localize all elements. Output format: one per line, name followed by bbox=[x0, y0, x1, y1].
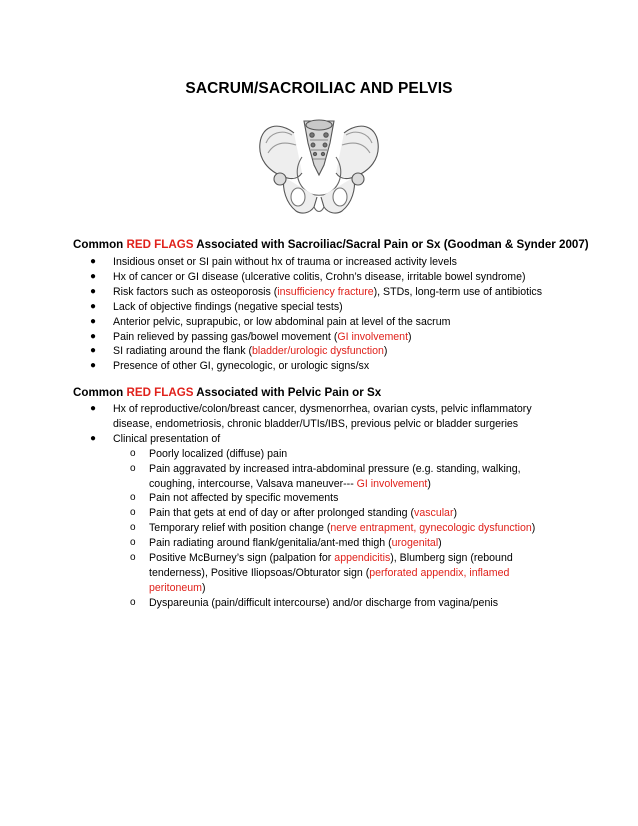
sublist-item-text: ), Blumberg sign (rebound tenderness), Positive Iliopsoas/Obturator sign ( bbox=[149, 552, 513, 579]
red-flag-text: bladder/urologic dysfunction bbox=[251, 345, 384, 358]
list-item bbox=[73, 315, 553, 330]
list-item bbox=[73, 344, 553, 359]
hollow-bullet-icon: o bbox=[130, 507, 136, 519]
list-item bbox=[73, 285, 553, 300]
list-item-text: SI radiating around the flank ( bbox=[113, 345, 252, 358]
hollow-bullet-icon: o bbox=[130, 492, 136, 504]
hollow-bullet-icon: o bbox=[130, 522, 136, 534]
sublist-item bbox=[113, 521, 553, 536]
bullet-icon: ● bbox=[90, 330, 97, 342]
list-item-text: Risk factors such as osteoporosis ( bbox=[113, 285, 278, 298]
list-item-text: Lack of objective findings (negative special tests) bbox=[113, 300, 343, 313]
section2-heading bbox=[73, 386, 381, 399]
sublist-item-text: Pain that gets at end of day or after prolonged standing ( bbox=[149, 507, 415, 520]
list-item-text: Clinical presentation of bbox=[113, 432, 221, 445]
section1-heading-suffix: Associated with Sacroiliac/Sacral Pain or Sx (Goodman & Synder 2007) bbox=[193, 238, 589, 251]
list-item-text: Pain relieved by passing gas/bowel movement ( bbox=[113, 330, 338, 343]
sublist-item-text: Pain not affected by specific movements bbox=[149, 492, 339, 505]
red-flag-text: nerve entrapment, gynecologic dysfunction bbox=[330, 522, 532, 535]
hollow-bullet-icon: o bbox=[130, 537, 136, 549]
list-item-text: ) bbox=[383, 345, 388, 358]
list-item bbox=[73, 270, 553, 285]
sublist-item bbox=[113, 491, 553, 506]
list-item-text: ) bbox=[408, 330, 412, 343]
clinical-presentation-sublist bbox=[113, 447, 553, 611]
sublist-item-text: Poorly localized (diffuse) pain bbox=[149, 447, 288, 460]
bullet-icon: ● bbox=[90, 285, 97, 297]
sublist-item-text: ) bbox=[427, 477, 431, 490]
list-item-text: Insidious onset or SI pain without hx of trauma or increased activity levels bbox=[113, 256, 457, 268]
section1-heading-prefix: Common bbox=[73, 238, 127, 251]
hollow-bullet-icon: o bbox=[130, 462, 136, 474]
list-item bbox=[73, 330, 553, 345]
page-title: SACRUM/SACROILIAC AND PELVIS bbox=[185, 80, 453, 97]
red-flag-text: urogenital bbox=[391, 537, 439, 550]
section2-list bbox=[73, 402, 553, 611]
red-flag-text: insufficiency fracture bbox=[277, 285, 374, 298]
sublist-item-text: Dyspareunia (pain/difficult intercourse) and/or discharge from vagina/penis bbox=[149, 596, 498, 609]
bullet-icon: ● bbox=[90, 270, 97, 282]
bullet-icon: ● bbox=[90, 345, 97, 357]
bullet-icon: ● bbox=[90, 315, 97, 327]
section2-heading-suffix: Associated with Pelvic Pain or Sx bbox=[193, 386, 382, 399]
list-item bbox=[73, 359, 553, 374]
sublist-item-text: ) bbox=[202, 581, 206, 594]
red-flag-text: GI involvement bbox=[356, 477, 428, 490]
list-item-text: Presence of other GI, gynecologic, or urologic signs/sx bbox=[113, 360, 370, 373]
sublist-item bbox=[113, 596, 553, 611]
bullet-icon: ● bbox=[90, 432, 97, 444]
red-flag-text: perforated appendix, inflamed peritoneum bbox=[149, 566, 510, 594]
sublist-item-text: Pain aggravated by increased intra-abdominal pressure (e.g. standing, walking, coughing, intercourse, Valsava maneuver--- bbox=[149, 462, 521, 490]
sublist-item bbox=[113, 506, 553, 521]
list-item-text: ), STDs, long-term use of antibiotics bbox=[373, 285, 543, 298]
list-item bbox=[73, 255, 553, 270]
sublist-item-text: ) bbox=[438, 537, 442, 550]
section2-heading-red-flags: RED FLAGS bbox=[126, 386, 194, 399]
list-item bbox=[73, 402, 553, 432]
sublist-item bbox=[113, 551, 553, 596]
sublist-item-text: ) bbox=[531, 522, 536, 535]
sublist-item bbox=[113, 447, 553, 462]
sublist-item-text: Positive McBurney’s sign (palpation for bbox=[149, 552, 335, 565]
section1-list bbox=[73, 255, 553, 374]
list-item bbox=[73, 432, 553, 611]
section1-heading-red-flags: RED FLAGS bbox=[126, 238, 194, 251]
hollow-bullet-icon: o bbox=[130, 552, 136, 564]
sublist-item-text: Temporary relief with position change ( bbox=[149, 522, 331, 535]
list-item bbox=[73, 300, 553, 315]
section1-heading bbox=[73, 238, 589, 251]
bullet-icon: ● bbox=[90, 300, 97, 312]
list-item-text: Hx of cancer or GI disease (ulcerative colitis, Crohn’s disease, irritable bowel syndrome) bbox=[113, 270, 526, 283]
section2-heading-prefix: Common bbox=[73, 386, 127, 399]
sublist-item-text: Pain radiating around flank/genitalia/ant-med thigh ( bbox=[149, 537, 392, 550]
list-item-text: Anterior pelvic, suprapubic, or low abdominal pain at level of the sacrum bbox=[113, 315, 451, 328]
pelvis-illustration-icon bbox=[254, 113, 384, 221]
bullet-icon: ● bbox=[90, 403, 97, 414]
hollow-bullet-icon: o bbox=[130, 596, 136, 608]
red-flag-text: appendicitis bbox=[334, 552, 391, 565]
sublist-item bbox=[113, 462, 553, 492]
sublist-item-text: ) bbox=[453, 507, 458, 520]
list-item-text: Hx of reproductive/colon/breast cancer, dysmenorrhea, ovarian cysts, pelvic inflammatory disease, endometriosis, chronic bladder/UTIs/IBS, previous pelvic or bladder surgeries bbox=[113, 403, 532, 430]
bullet-icon: ● bbox=[90, 360, 97, 372]
bullet-icon: ● bbox=[90, 256, 97, 267]
sublist-item bbox=[113, 536, 553, 551]
red-flag-text: vascular bbox=[414, 507, 454, 520]
hollow-bullet-icon: o bbox=[130, 447, 136, 459]
red-flag-text: GI involvement bbox=[337, 330, 409, 343]
